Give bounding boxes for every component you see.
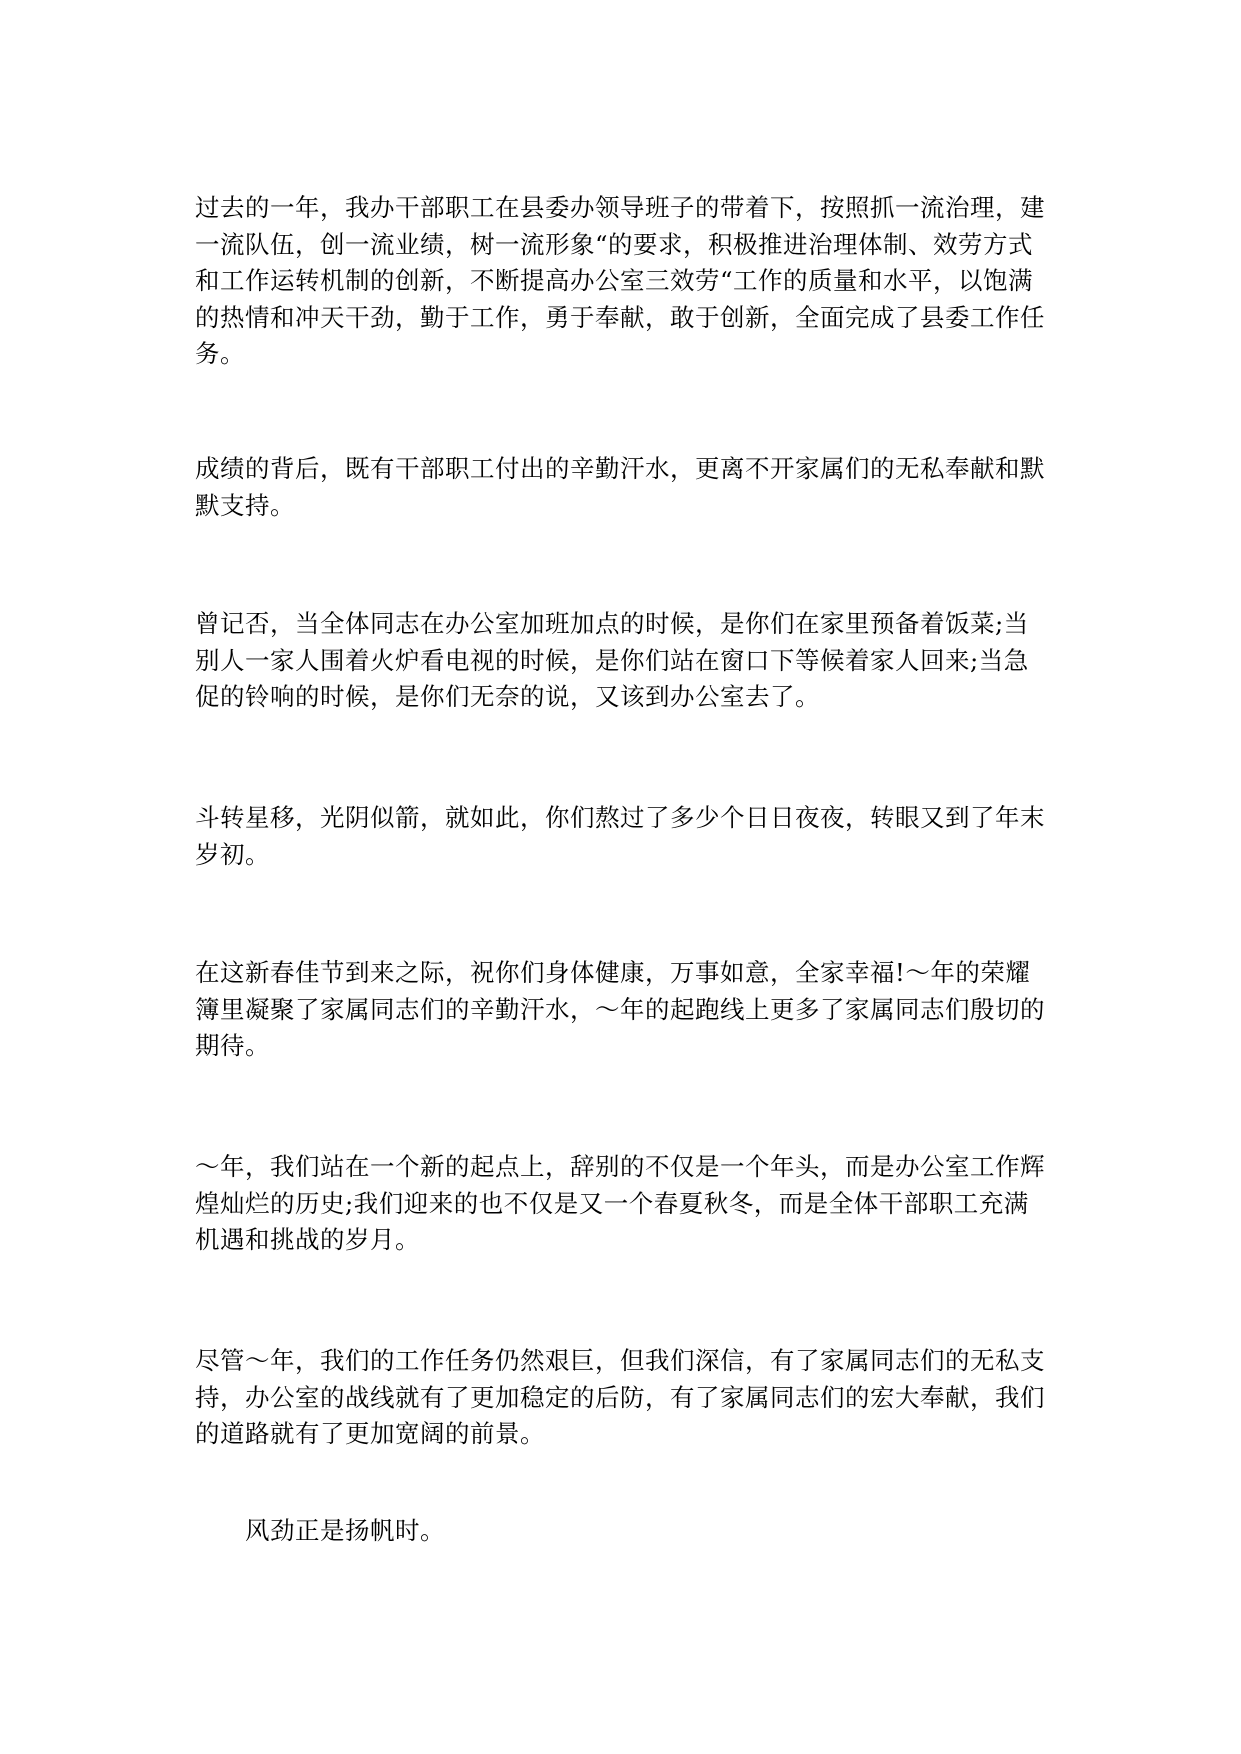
text-line: 持，办公室的战线就有了更加稳定的后防，有了家属同志们的宏大奉献，我们 [195, 1382, 1045, 1412]
text-line: 默支持。 [195, 490, 295, 520]
text-line: 和工作运转机制的创新，不断提高办公室三效劳“工作的质量和水平，以饱满 [195, 266, 1034, 295]
text-line: 岁初。 [195, 839, 270, 869]
text-line: 曾记否，当全体同志在办公室加班加点的时候，是你们在家里预备着饭菜;当 [195, 609, 1029, 638]
text-line: 煌灿烂的历史;我们迎来的也不仅是又一个春夏秋冬，而是全体干部职工充满 [195, 1188, 1029, 1218]
text-line: ～年，我们站在一个新的起点上，辞别的不仅是一个年头，而是办公室工作辉 [195, 1152, 1045, 1181]
text-line: 促的铃响的时候，是你们无奈的说，又该到办公室去了。 [195, 682, 820, 711]
text-line: 斗转星移，光阴似箭，就如此，你们熬过了多少个日日夜夜，转眼又到了年末 [195, 803, 1045, 832]
paragraph-confidence [195, 1343, 1055, 1453]
paragraph-behind-achievements [195, 451, 1055, 524]
text-line: 务。 [195, 339, 245, 368]
closing-line: 风劲正是扬帆时。 [245, 1516, 445, 1545]
paragraph-remember [195, 606, 1055, 716]
text-line: 的热情和冲天干劲，勤于工作，勇于奉献，敢于创新，全面完成了县委工作任 [195, 302, 1045, 332]
text-line: 一流队伍，创一流业绩，树一流形象“的要求，积极推进治理体制、效劳方式 [195, 229, 1034, 259]
text-line: 的道路就有了更加宽阔的前景。 [195, 1419, 545, 1448]
text-line: 别人一家人围着火炉看电视的时候，是你们站在窗口下等候着家人回来;当急 [195, 645, 1029, 675]
text-line: 机遇和挑战的岁月。 [195, 1225, 420, 1254]
paragraph-new-year-wishes [195, 955, 1055, 1065]
paragraph-time-flies [195, 800, 1055, 873]
text-line: 簿里凝聚了家属同志们的辛勤汗水，～年的起跑线上更多了家属同志们殷切的 [195, 994, 1045, 1024]
text-line: 在这新春佳节到来之际，祝你们身体健康，万事如意，全家幸福!～年的荣耀 [195, 958, 1031, 987]
text-line: 成绩的背后，既有干部职工付出的辛勤汗水，更离不开家属们的无私奉献和默 [195, 454, 1045, 483]
paragraph-new-starting-point [195, 1149, 1055, 1259]
text-line: 尽管～年，我们的工作任务仍然艰巨，但我们深信，有了家属同志们的无私支 [195, 1346, 1045, 1375]
text-line: 过去的一年，我办干部职工在县委办领导班子的带着下，按照抓一流治理，建 [195, 193, 1045, 222]
text-line: 期待。 [195, 1031, 270, 1060]
paragraph-year-review [195, 190, 1055, 373]
